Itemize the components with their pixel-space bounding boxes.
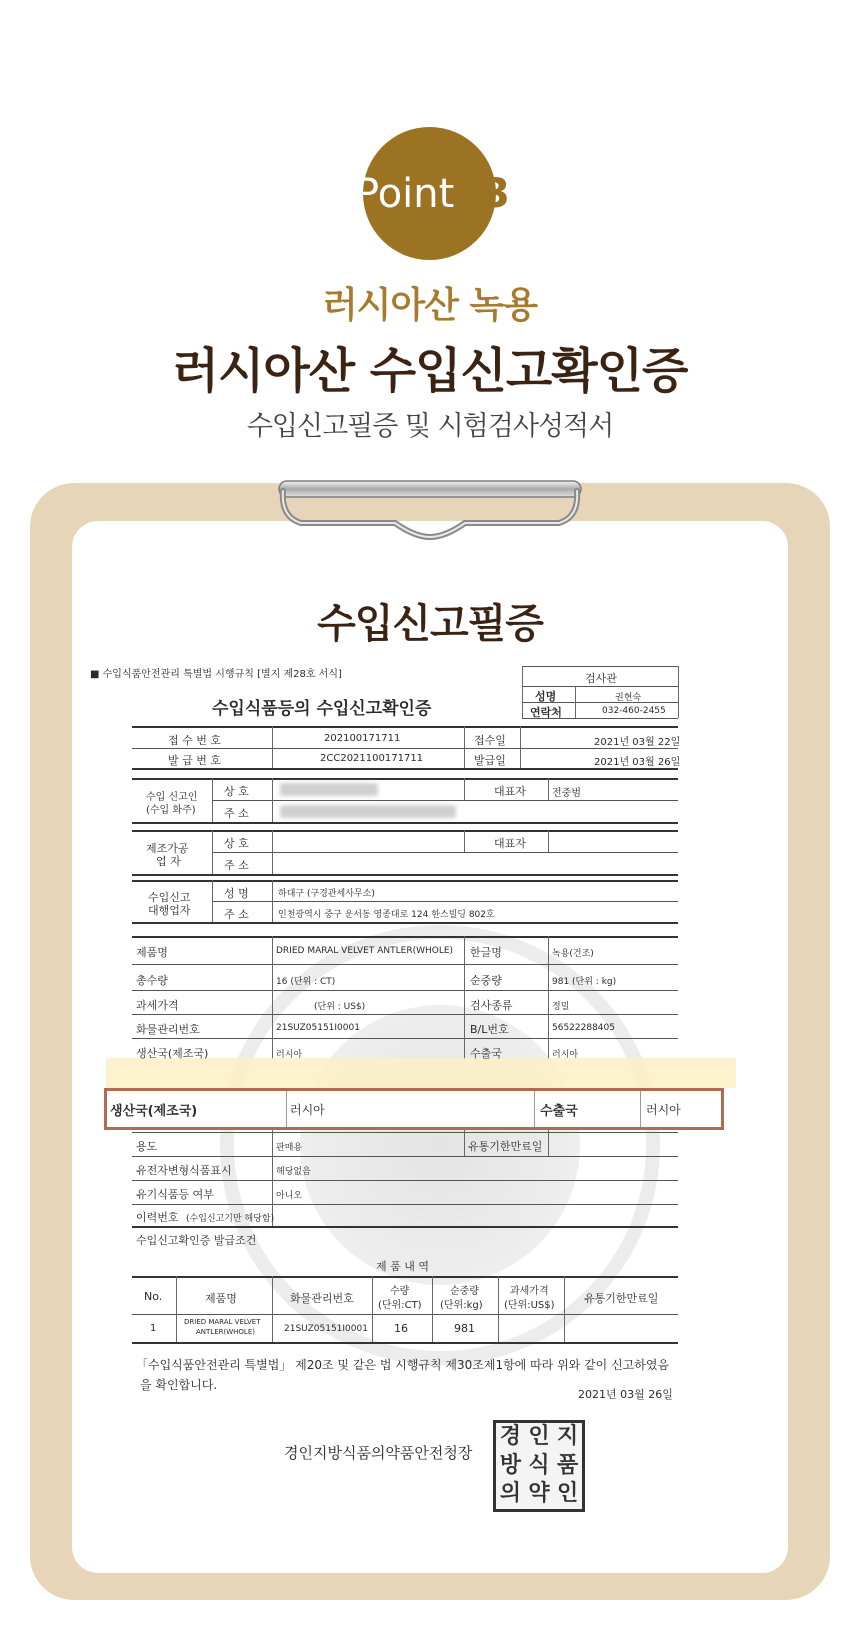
row-origin-value: 러시아 [276,1050,303,1060]
zoom-export-value: 러시아 [646,1103,681,1117]
agent-label-2: 대행업자 [148,904,191,917]
detail-row-qty: 16 [394,1322,408,1335]
row-product-label-2: 한글명 [470,946,502,959]
agent-label-1: 수입신고 [148,891,191,904]
use-value: 판매용 [276,1143,303,1153]
detail-head-qty-unit: (단위:CT) [378,1300,422,1311]
inspector-header: 검사관 [585,672,617,685]
row-quantity-label: 총수량 [136,974,168,987]
point-number: 03 [454,171,510,217]
stamp-char: 품 [557,1452,579,1478]
redacted-address [280,805,456,818]
stamp-char: 지 [557,1424,579,1449]
trace-label: 이력번호 [136,1211,179,1224]
importer-label-2: (수입 화주) [146,805,196,816]
stamp-char: 약 [528,1481,550,1507]
row-bl-value: 56522288405 [552,1023,615,1033]
detail-head-qty: 수량 [390,1286,410,1297]
row-product-label: 제품명 [136,946,168,959]
row-export-value: 러시아 [552,1050,579,1060]
official-seal-stamp [493,1420,585,1512]
form-reference: ■ 수입식품안전관리 특별법 시행규칙 [별지 제28호 서식] [90,669,342,680]
statement-line-1: 「수입식품안전관리 특별법」 제20조 및 같은 법 시행규칙 제30조제1항에 따라 위와 같이 신고하였음 [136,1358,670,1372]
condition-label: 수입신고확인증 발급조건 [136,1234,257,1247]
gmo-value: 해당없음 [276,1167,311,1177]
maker-rep-label: 대표자 [494,837,526,850]
detail-row-cargo: 21SUZ05151I0001 [284,1324,368,1334]
detail-head-weight: 순중량 [450,1286,479,1297]
detail-row-name-1: DRIED MARAL VELVET [184,1318,261,1326]
row-price-label: 과세가격 [136,999,179,1012]
detail-head-name: 제품명 [205,1292,237,1305]
detail-row-no: 1 [150,1323,157,1334]
detail-title: 제 품 내 역 [376,1260,429,1273]
detail-head-weight-unit: (단위:kg) [440,1300,483,1311]
inspector-contact-label: 연락처 [530,706,562,719]
stamp-char: 식 [528,1452,550,1478]
zoom-export-label: 수출국 [540,1104,578,1119]
row-product-value-2: 녹용(건조) [552,949,594,959]
stamp-char: 방 [499,1452,521,1478]
row-export-label: 수출국 [470,1047,502,1060]
agent-address: 인천광역시 중구 운서동 영종대로 124 한스빌딩 802호 [278,910,495,920]
maker-label-1: 제조가공 [146,842,189,855]
row-cargo-label: 화물관리번호 [136,1023,200,1036]
issue-date: 2021년 03월 26일 [594,757,681,768]
origin-row-highlight [106,1058,736,1088]
expiry-label: 유통기한만료일 [468,1140,543,1153]
detail-head-expiry: 유통기한만료일 [584,1292,659,1305]
maker-address-label: 주 소 [224,859,249,872]
row-origin-label: 생산국(제조국) [136,1047,209,1060]
agent-address-label: 주 소 [224,908,249,921]
issue-date-label: 발급일 [474,754,506,767]
detail-row-weight: 981 [454,1322,475,1335]
trace-note: (수입신고기만 해당함) [186,1214,275,1224]
importer-rep: 전중범 [552,788,581,799]
importer-company-label: 상 호 [224,785,249,798]
detail-head-price-unit: (단위:US$) [504,1300,555,1311]
receipt-date: 2021년 03월 22일 [594,737,681,748]
zoom-origin-label: 생산국(제조국) [110,1104,198,1119]
issuer-name: 경인지방식품의약품안전청장 [284,1444,473,1462]
stamp-char: 인 [557,1481,579,1507]
maker-label-2: 업 자 [156,855,181,868]
redacted-company [280,783,378,796]
row-price-value: (단위 : US$) [314,1002,366,1012]
receipt-no-label: 접 수 번 호 [168,734,221,747]
certificate-title: 수입식품등의 수입신고확인증 [212,699,432,719]
row-weight-label: 순중량 [470,974,502,987]
statement-date: 2021년 03월 26일 [578,1388,673,1401]
issue-no: 2CC2021100171711 [320,753,424,764]
receipt-no: 202100171711 [324,733,401,744]
detail-row-name-2: ANTLER(WHOLE) [196,1328,255,1336]
importer-label-1: 수입 신고인 [146,792,198,803]
gmo-label: 유전자변형식품표시 [136,1164,232,1177]
stamp-char: 의 [499,1481,521,1507]
section-description: 수입신고필증 및 시험검사성적서 [246,411,614,442]
inspector-name-label: 성명 [535,690,557,703]
section-title: 러시아산 수입신고확인증 [172,343,688,399]
agent-name-label: 성 명 [224,887,249,900]
receipt-date-label: 접수일 [474,734,506,747]
point-badge-label [355,164,555,224]
use-label: 용도 [136,1140,158,1153]
row-quantity-value: 16 (단위 : CT) [276,977,336,987]
paper-title: 수입신고필증 [317,601,543,647]
row-inspection-label: 검사종류 [470,999,513,1012]
row-inspection-value: 정밀 [552,1002,570,1012]
maker-company-label: 상 호 [224,837,249,850]
stamp-char: 경 [499,1424,521,1449]
row-cargo-value: 21SUZ05151I0001 [276,1023,360,1033]
row-product-value: DRIED MARAL VELVET ANTLER(WHOLE) [276,946,454,956]
importer-rep-label: 대표자 [494,785,526,798]
statement-line-2: 을 확인합니다. [140,1378,218,1392]
zoom-origin-value: 러시아 [290,1103,325,1117]
organic-label: 유기식품등 여부 [136,1188,214,1201]
section-subtitle: 러시아산 녹용 [322,285,538,326]
inspector-name: 권현숙 [615,693,642,703]
issue-no-label: 발 급 번 호 [168,754,221,767]
row-weight-value: 981 (단위 : kg) [552,977,617,987]
point-word: Point [355,171,455,217]
detail-head-cargo: 화물관리번호 [290,1292,354,1305]
detail-head-price: 과세가격 [510,1286,549,1297]
stamp-char: 인 [528,1424,550,1449]
agent-name: 하대구 (구경관세사무소) [278,889,375,899]
importer-address-label: 주 소 [224,807,249,820]
row-bl-label: B/L번호 [470,1023,509,1036]
organic-value: 아니오 [276,1191,303,1201]
detail-head-no: No. [144,1290,163,1303]
clipboard-clip-icon [275,475,585,555]
inspector-contact: 032-460-2455 [602,706,666,716]
